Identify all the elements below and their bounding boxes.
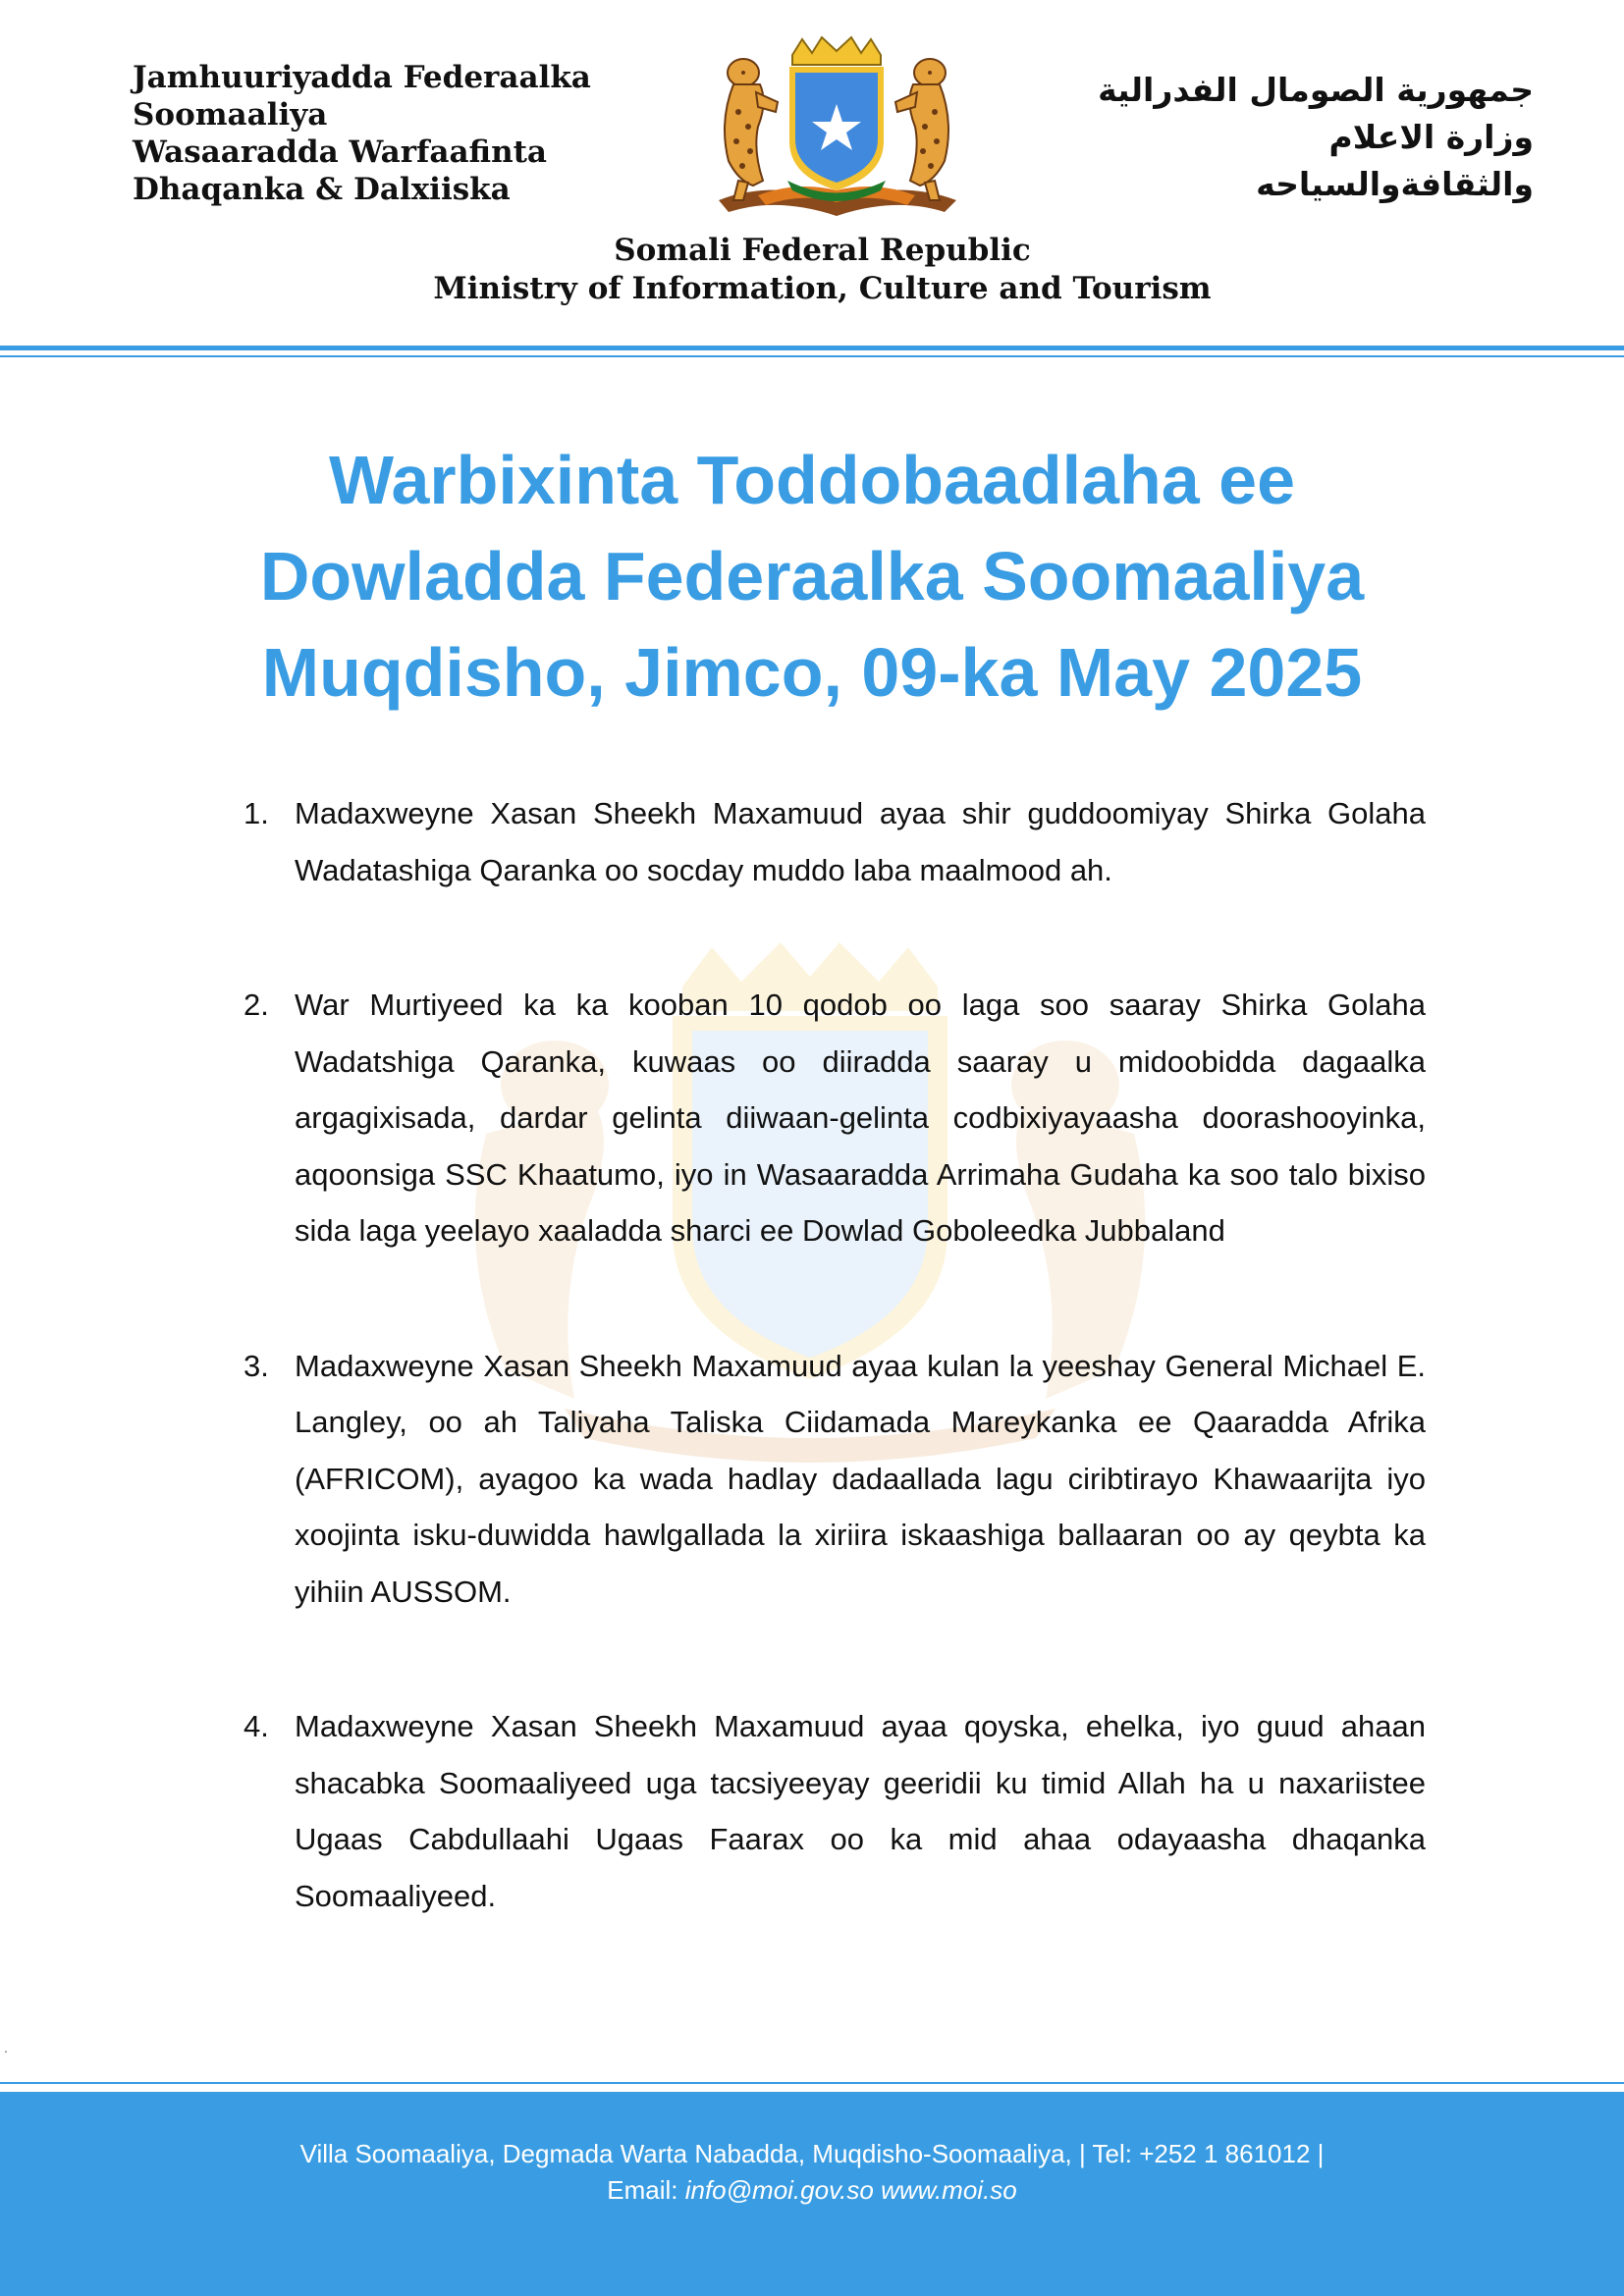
footer-contact (0, 2172, 1624, 2209)
list-item (244, 1338, 1426, 1621)
item-text: War Murtiyeed ka ka kooban 10 qodob oo laga soo saaray Shirka Golaha Wadatshiga Qaranka, kuwaas oo diiradda saaray u midoobidda dagaalka argagixisada, dardar gelinta diiwaan-gelinta codbixiyayaasha doorashooyinka, aqoonsiga SSC Khaatumo, iyo in Wasaaradda Arrimaha Gudaha ka soo talo bixiso sida laga yeelayo xaaladda sharci ee Dowlad Goboleedka Jubbaland (295, 988, 1426, 1248)
header-arabic-line: وزارة الاعلام (1328, 118, 1534, 156)
footer-address: Villa Soomaaliya, Degmada Warta Nabadda, Muqdisho-Soomaaliya, | Tel: +252 1 861012 | (299, 2139, 1325, 2168)
somalia-coat-of-arms-icon (699, 33, 974, 230)
item-number: 2. (244, 988, 269, 1022)
header-divider-thin (0, 355, 1624, 357)
list-item (244, 785, 1426, 898)
item-number: 3. (244, 1348, 269, 1383)
footer-email-link[interactable]: info@moi.gov.so (684, 2175, 874, 2205)
header-english-line: Somali Federal Republic (614, 233, 1031, 268)
list-item (244, 977, 1426, 1259)
header-english-name (0, 232, 1624, 308)
header-somali-name (133, 59, 591, 208)
title-line: Muqdisho, Jimco, 09-ka May 2025 (261, 634, 1363, 711)
item-text: Madaxweyne Xasan Sheekh Maxamuud ayaa shir guddoomiyay Shirka Golaha Wadatashiga Qaranka oo socday muddo laba maalmood ah. (295, 796, 1426, 887)
report-items (244, 785, 1426, 2002)
footer (0, 2092, 1624, 2296)
item-number: 4. (244, 1709, 269, 1743)
list-item (244, 1698, 1426, 1924)
title-line: Dowladda Federaalka Soomaaliya (259, 538, 1365, 614)
footer-website-link[interactable]: www.moi.so (881, 2175, 1017, 2205)
header-somali-line: Wasaaradda Warfaafinta (133, 134, 548, 170)
item-text: Madaxweyne Xasan Sheekh Maxamuud ayaa kulan la yeeshay General Michael E. Langley, oo ah Taliyaha Taliska Ciidamada Mareykanka ee Qaaradda Afrika (AFRICOM), ayagoo ka wada hadlay dadaallada lagu ciribtirayo Khawaarijta iyo xoojinta isku-duwidda hawlgallada la xiriira iskaashiga ballaaran oo ay qeybta ka yihiin AUSSOM. (295, 1348, 1426, 1609)
header-divider (0, 346, 1624, 350)
header-somali-line: Jamhuuriyadda Federaalka (133, 60, 591, 95)
footer-divider (0, 2082, 1624, 2084)
header-arabic-line: والثقافةوالسياحه (1256, 165, 1534, 203)
item-text: Madaxweyne Xasan Sheekh Maxamuud ayaa qoyska, ehelka, iyo guud ahaan shacabka Soomaaliyeed uga tacsiyeeyay geeridii ku timid Allah ha u naxariistee Ugaas Cabdullaahi Ugaas Faarax oo ka mid ahaa odayaasha dhaqanka Soomaaliyeed. (295, 1709, 1426, 1913)
footer-email-label: Email: (607, 2175, 678, 2205)
stray-mark: . (4, 2040, 8, 2056)
header-english-line: Ministry of Information, Culture and Tourism (433, 271, 1212, 306)
header-arabic-line: جمهورية الصومال الفدرالية (1098, 71, 1534, 109)
title-line: Warbixinta Toddobaadlaha ee (328, 442, 1296, 518)
document-title (0, 432, 1624, 721)
item-number: 1. (244, 796, 269, 830)
header-somali-line: Dhaqanka & Dalxiiska (133, 172, 511, 207)
header-arabic-name (1098, 67, 1534, 208)
header-somali-line: Soomaaliya (133, 97, 328, 133)
